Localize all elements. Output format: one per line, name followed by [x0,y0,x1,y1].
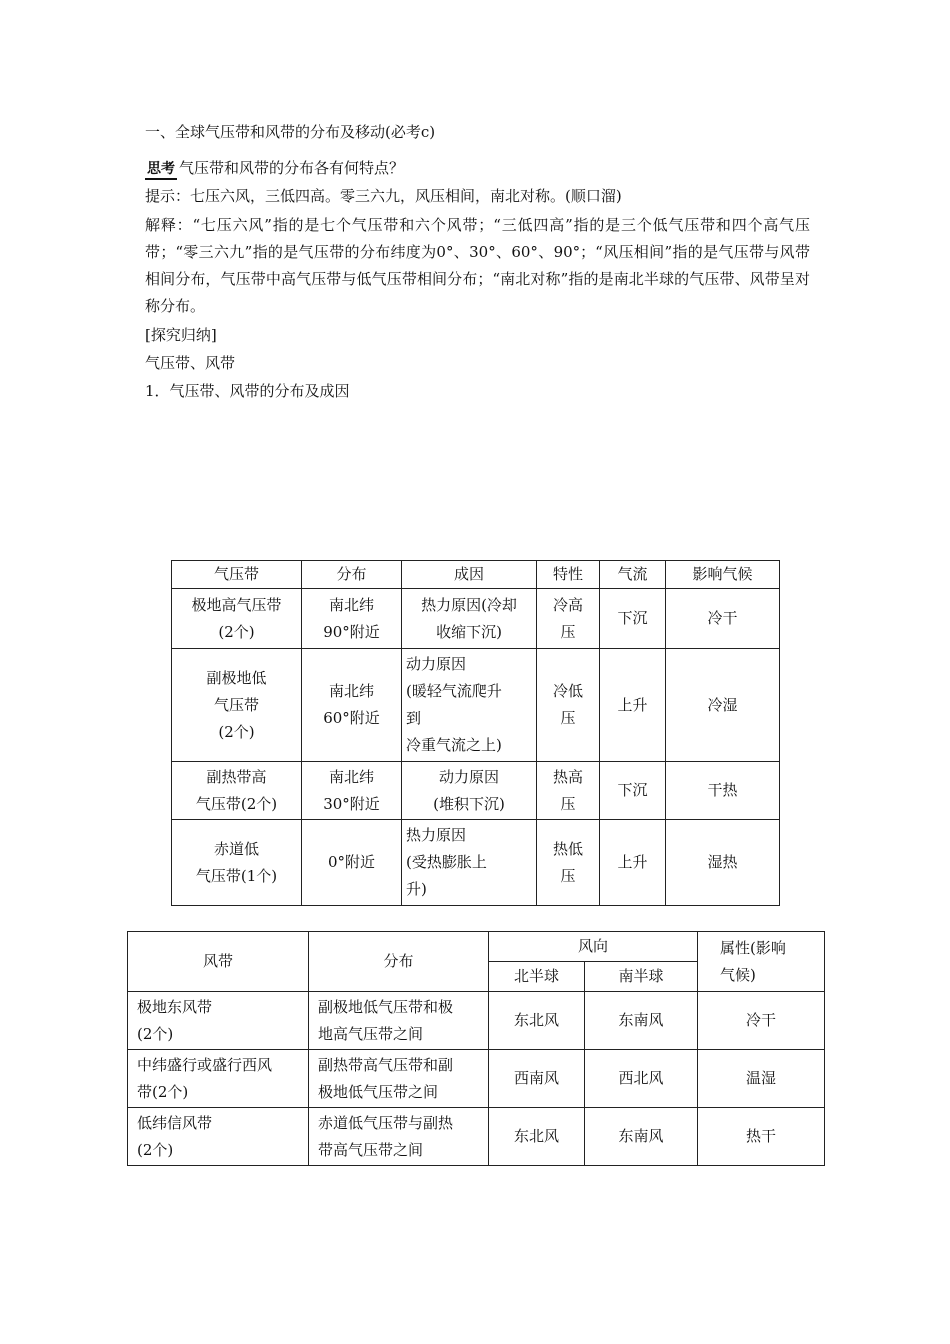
table-cell: 赤道低气压带与副热 带高气压带之间 [309,1108,489,1166]
table-row [128,992,825,1050]
think-question [145,156,404,180]
wind-belt-table [127,931,825,1166]
header-cell: 属性(影响 气候) [698,932,825,992]
table-cell: 副极地低 气压带 (2个) [172,649,302,762]
table-cell: 热力原因 (受热膨胀上 升) [402,820,537,906]
table-cell: 动力原因 (暖轻气流爬升 到 冷重气流之上) [402,649,537,762]
table-cell: 动力原因 (堆积下沉) [402,762,537,820]
wind-table-header-row [128,932,825,962]
table-cell: 西北风 [585,1050,698,1108]
header-cell: 成因 [402,561,537,589]
table-row [172,649,780,762]
table-cell: 西南风 [489,1050,585,1108]
table-cell: 东北风 [489,992,585,1050]
header-cell: 分布 [309,932,489,992]
header-cell: 风带 [128,932,309,992]
table-cell: 冷湿 [666,649,780,762]
table-cell: 副极地低气压带和极 地高气压带之间 [309,992,489,1050]
header-cell: 风向 [489,932,698,962]
table-cell: 0°附近 [302,820,402,906]
section-title: 气压带、风带 [145,354,236,372]
table-cell: 中纬盛行或盛行西风 带(2个) [128,1050,309,1108]
table-row [172,820,780,906]
table-cell: 极地东风带 (2个) [128,992,309,1050]
table-cell: 冷干 [666,589,780,649]
explore-label: [探究归纳] [145,326,217,344]
header-cell: 南半球 [585,962,698,992]
table-cell: 副热带高 气压带(2个) [172,762,302,820]
table-cell: 副热带高气压带和副 极地低气压带之间 [309,1050,489,1108]
hint-text: 提示：七压六风，三低四高。零三六九，风压相间，南北对称。(顺口溜) [145,187,622,205]
header-cell: 北半球 [489,962,585,992]
table-cell: 极地高气压带 (2个) [172,589,302,649]
table-cell: 南北纬 60°附近 [302,649,402,762]
table-row [172,762,780,820]
table-cell: 热高 压 [537,762,600,820]
header-cell: 分布 [302,561,402,589]
table-cell: 冷低 压 [537,649,600,762]
table-cell: 热低 压 [537,820,600,906]
table-cell: 东南风 [585,1108,698,1166]
table-cell: 南北纬 90°附近 [302,589,402,649]
header-cell: 气流 [600,561,666,589]
table-cell: 下沉 [600,589,666,649]
table-cell: 上升 [600,820,666,906]
table-cell: 热力原因(冷却 收缩下沉) [402,589,537,649]
table-row [128,1050,825,1108]
item-1-title: 1．气压带、风带的分布及成因 [145,382,350,400]
table-cell: 冷高 压 [537,589,600,649]
table-row [128,1108,825,1166]
table-cell: 南北纬 30°附近 [302,762,402,820]
table-cell: 东南风 [585,992,698,1050]
header-cell: 气压带 [172,561,302,589]
table-cell: 冷干 [698,992,825,1050]
table-cell: 温湿 [698,1050,825,1108]
table-cell: 赤道低 气压带(1个) [172,820,302,906]
explanation-text: 解释：“七压六风”指的是七个气压带和六个风带；“三低四高”指的是三个低气压带和四个高气压带；“零三六九”指的是气压带的分布纬度为0°、30°、60°、90°；“风压相间”指的是气压带与风带相间分布，气压带中高气压带与低气压带相间分布；“南北对称”指的是南北半球的气压带、风带呈对称分布。 [145,216,810,315]
pressure-table-header-row [172,561,780,589]
table-cell: 上升 [600,649,666,762]
table-cell: 干热 [666,762,780,820]
section-heading: 一、全球气压带和风带的分布及移动(必考c) [145,123,436,141]
think-badge: 思考 [145,160,177,180]
table-cell: 湿热 [666,820,780,906]
pressure-belt-table [171,560,780,906]
table-cell: 热干 [698,1108,825,1166]
header-cell: 特性 [537,561,600,589]
table-cell: 低纬信风带 (2个) [128,1108,309,1166]
table-cell: 下沉 [600,762,666,820]
table-cell: 东北风 [489,1108,585,1166]
header-cell: 影响气候 [666,561,780,589]
think-question-text: 气压带和风带的分布各有何特点？ [179,159,405,177]
table-row [172,589,780,649]
